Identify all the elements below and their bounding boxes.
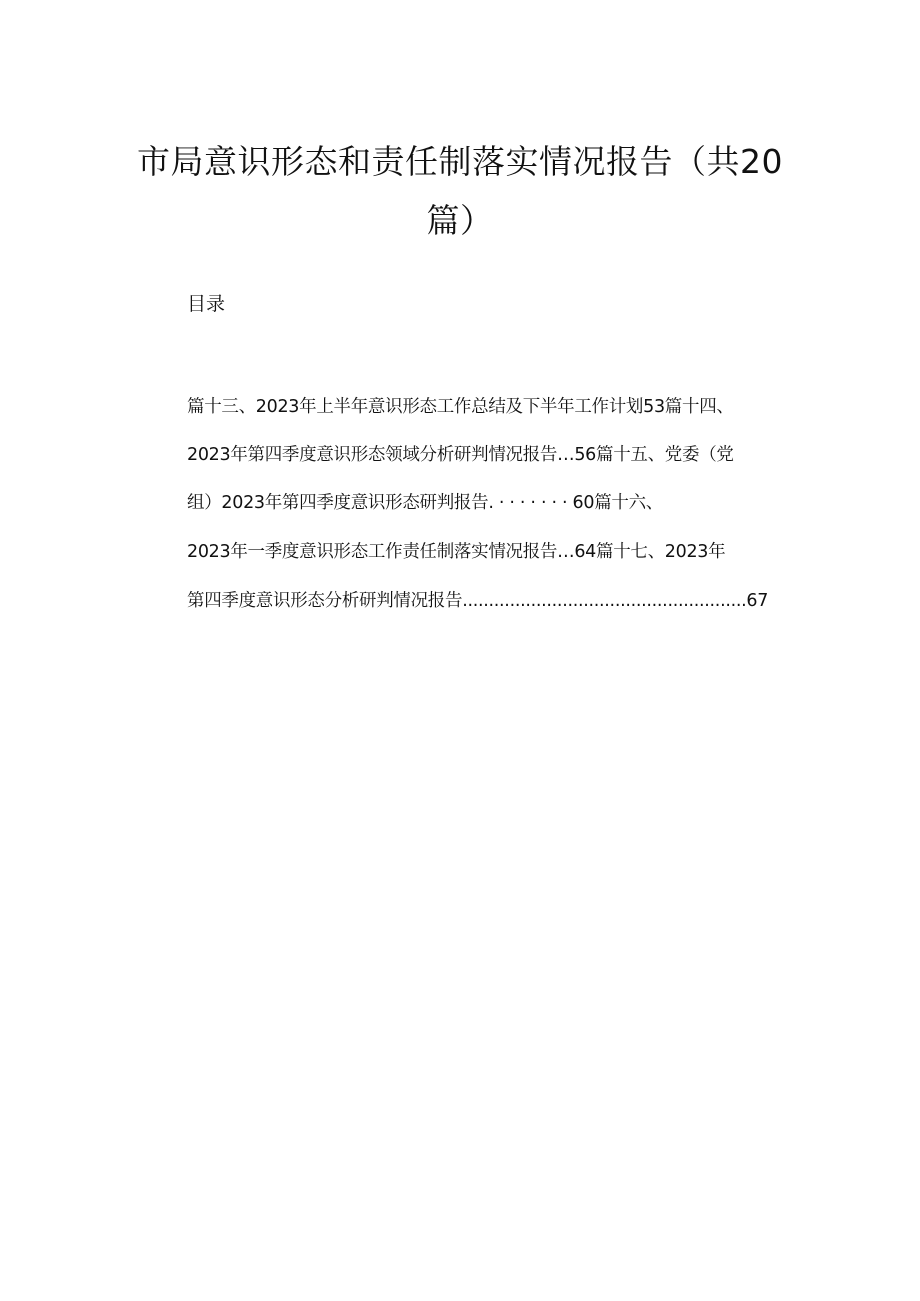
toc-heading: 目录	[187, 293, 226, 315]
document-title-line-2: 篇）	[426, 201, 494, 240]
toc-line: 组）2023年第四季度意识形态研判报告. · · · · · · · 60篇十六、	[187, 493, 664, 513]
document-title-line-1: 市局意识形态和责任制落实情况报告（共20	[137, 142, 783, 181]
toc-line: 2023年第四季度意识形态领域分析研判情况报告…56篇十五、党委（党	[187, 445, 734, 465]
toc-line: 篇十三、2023年上半年意识形态工作总结及下半年工作计划53篇十四、	[187, 397, 734, 417]
toc-line: 2023年一季度意识形态工作责任制落实情况报告…64篇十七、2023年	[187, 542, 726, 562]
toc-line: 第四季度意识形态分析研判情况报告......................................................67	[187, 591, 769, 611]
